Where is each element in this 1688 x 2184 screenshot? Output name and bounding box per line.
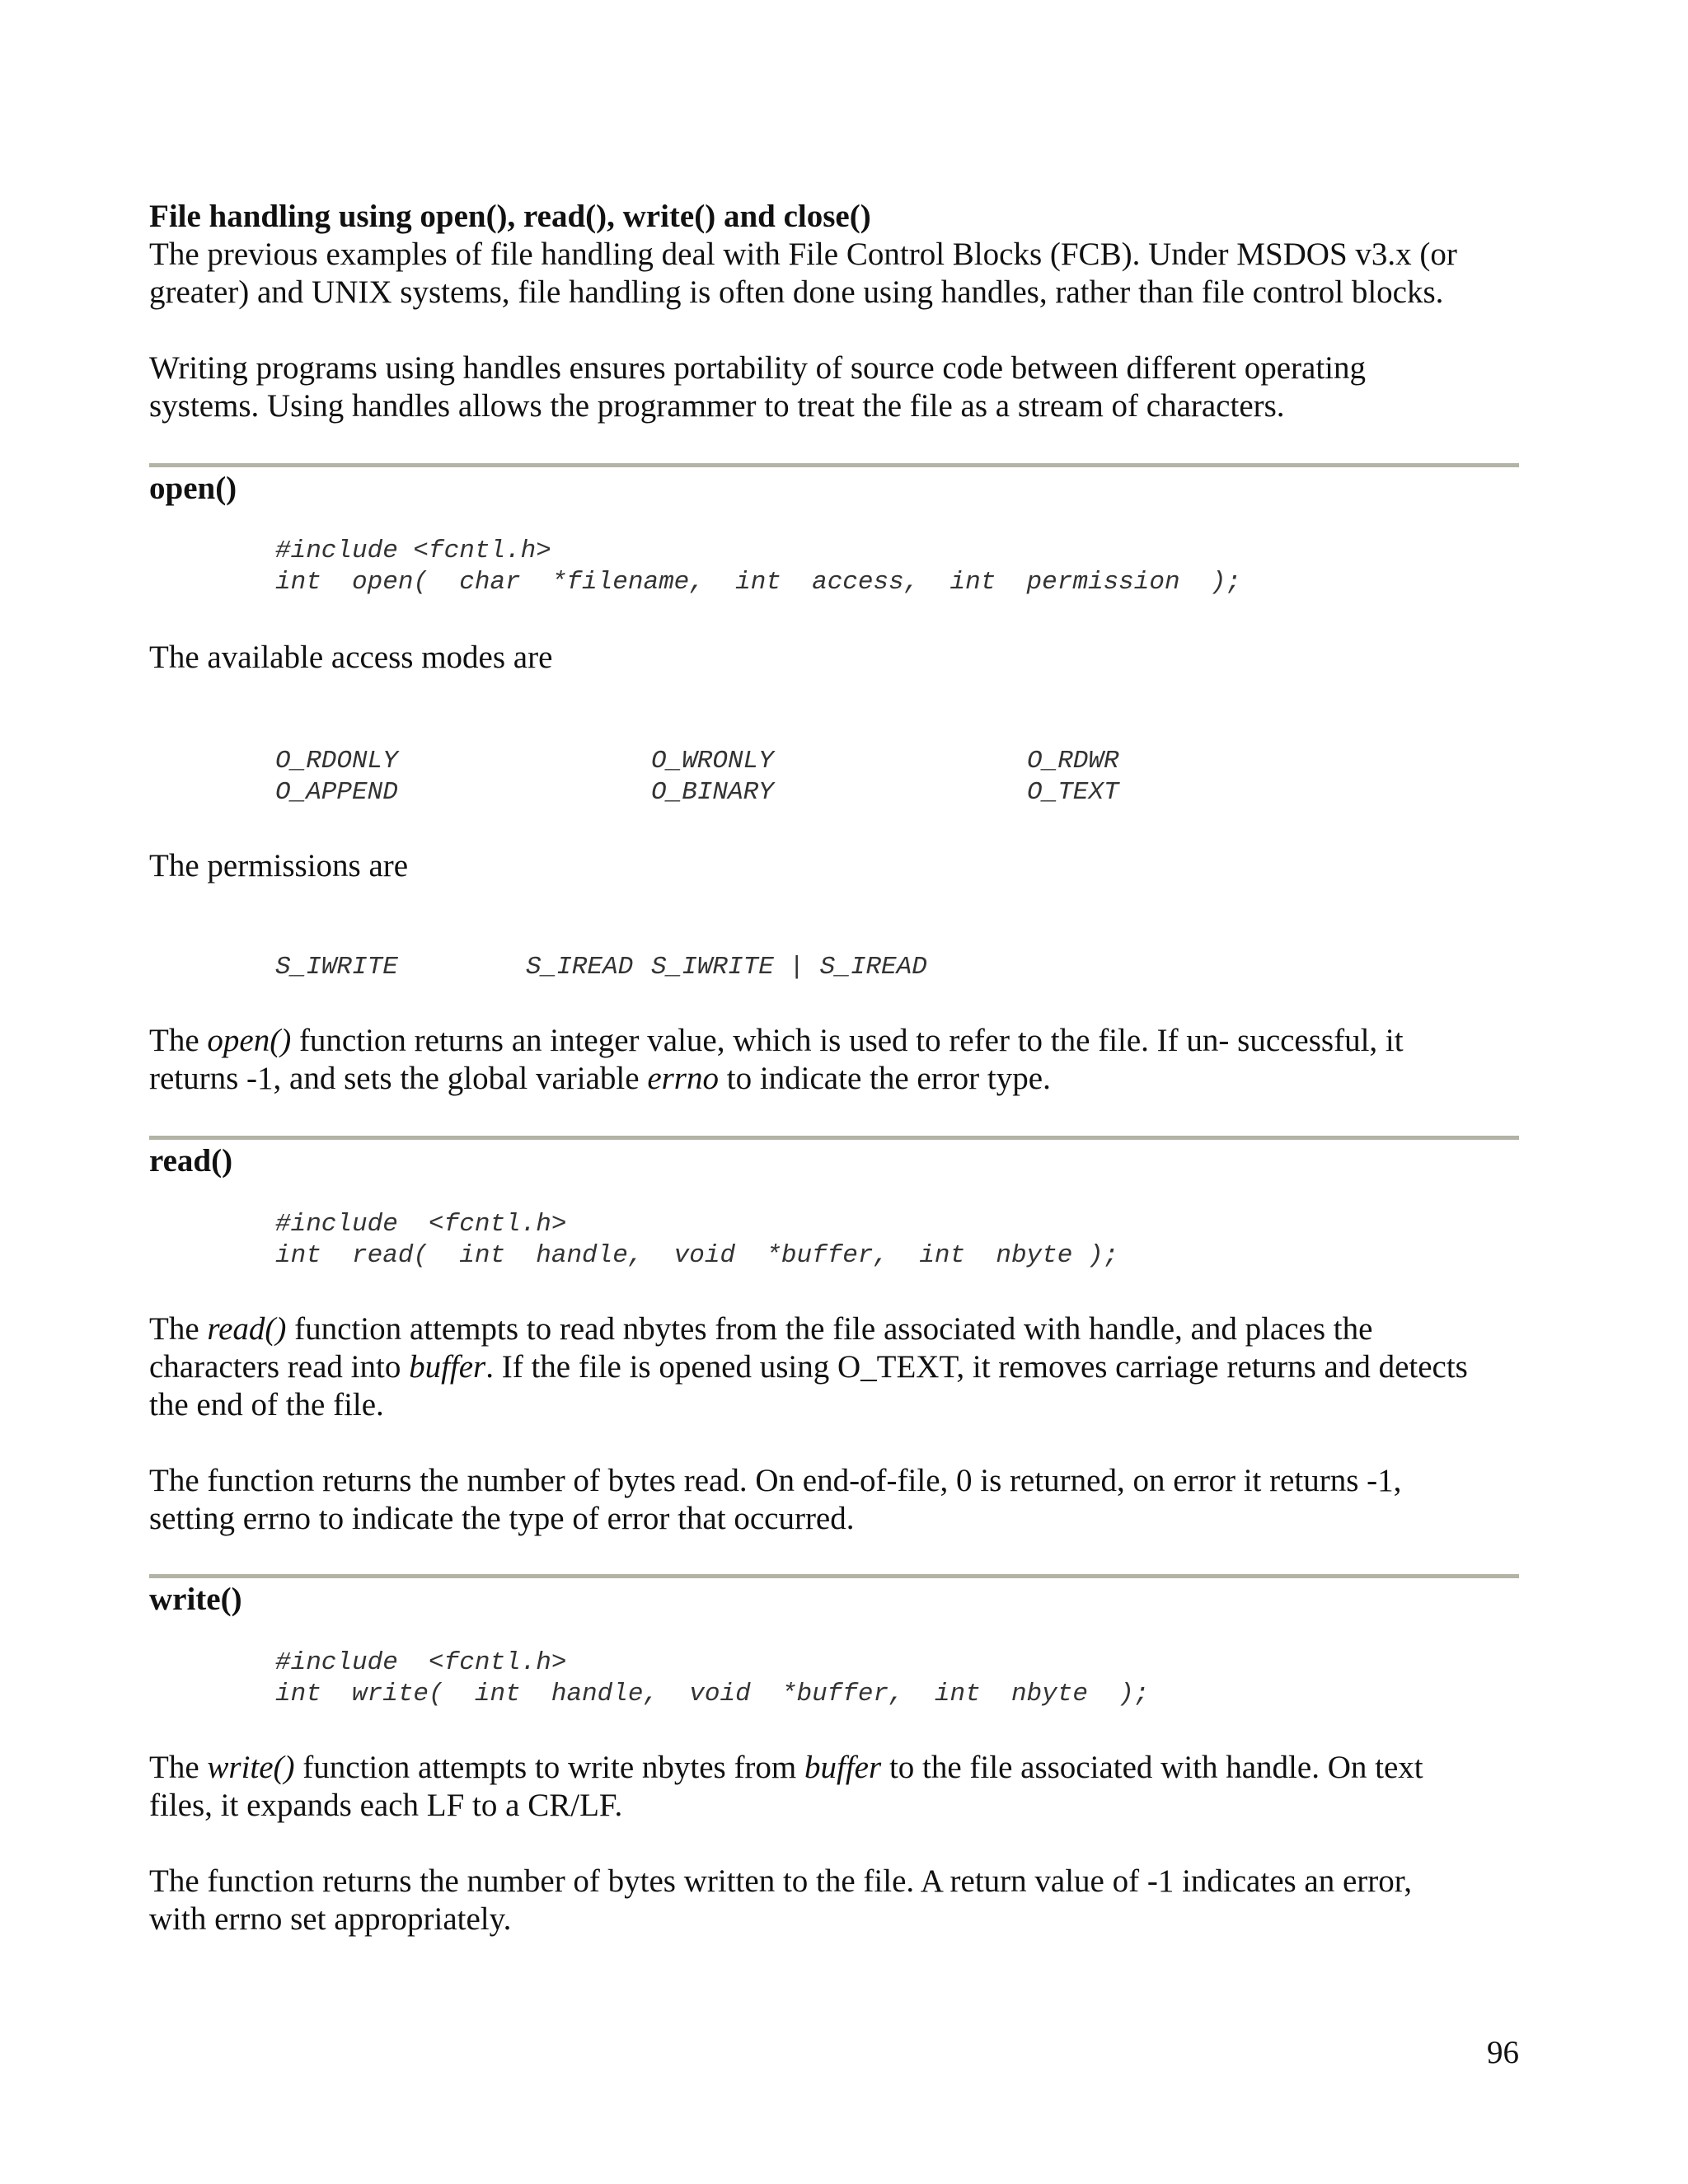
write-return-line-1: The function returns the number of bytes written to the file. A return value of -1 indicates an error, bbox=[149, 1863, 1412, 1899]
open-code-signature: int open( char *filename, int access, int permission ); bbox=[275, 568, 1241, 597]
intro-line-1: The previous examples of file handling deal with File Control Blocks (FCB). Under MSDOS v3.x (or bbox=[149, 237, 1457, 272]
section-divider bbox=[149, 1574, 1519, 1578]
access-mode: O_RDWR bbox=[1027, 747, 1119, 776]
write-code-signature: int write( int handle, void *buffer, int nbyte ); bbox=[275, 1680, 1150, 1708]
permissions-label: The permissions are bbox=[149, 848, 409, 883]
access-mode: O_TEXT bbox=[1027, 778, 1119, 807]
read-heading: read() bbox=[149, 1143, 233, 1179]
read-description-line-3: the end of the file. bbox=[149, 1387, 384, 1422]
open-code-include: #include <fcntl.h> bbox=[275, 537, 551, 565]
read-return-line-1: The function returns the number of bytes read. On end-of-file, 0 is returned, on error it returns -1, bbox=[149, 1463, 1402, 1498]
write-return-line-2: with errno set appropriately. bbox=[149, 1901, 512, 1937]
access-mode: O_RDONLY bbox=[275, 747, 398, 776]
read-description-line-1: The read() function attempts to read nbytes from the file associated with handle, and places the bbox=[149, 1311, 1373, 1347]
intro-line-2: greater) and UNIX systems, file handling is often done using handles, rather than file control blocks. bbox=[149, 274, 1444, 310]
open-description-line-1: The open() function returns an integer value, which is used to refer to the file. If un- successful, it bbox=[149, 1023, 1404, 1058]
open-heading: open() bbox=[149, 471, 237, 506]
section-divider bbox=[149, 1136, 1519, 1140]
page-title: File handling using open(), read(), write() and close() bbox=[149, 199, 871, 234]
read-return-line-2: setting errno to indicate the type of error that occurred. bbox=[149, 1501, 855, 1536]
page-number: 96 bbox=[1487, 2035, 1519, 2070]
write-heading: write() bbox=[149, 1582, 242, 1617]
write-code-include: #include <fcntl.h> bbox=[275, 1648, 567, 1677]
permission-value: S_IWRITE bbox=[275, 953, 398, 982]
read-code-signature: int read( int handle, void *buffer, int nbyte ); bbox=[275, 1241, 1119, 1270]
intro-line-3: Writing programs using handles ensures portability of source code between different operating bbox=[149, 350, 1367, 386]
open-description-line-2: returns -1, and sets the global variable errno to indicate the error type. bbox=[149, 1061, 1051, 1096]
access-mode: O_BINARY bbox=[651, 778, 774, 807]
access-mode: O_WRONLY bbox=[651, 747, 774, 776]
intro-line-4: systems. Using handles allows the programmer to treat the file as a stream of characters. bbox=[149, 388, 1285, 424]
read-code-include: #include <fcntl.h> bbox=[275, 1210, 567, 1239]
permission-value: S_IWRITE | S_IREAD bbox=[651, 953, 927, 982]
read-description-line-2: characters read into buffer. If the file is opened using O_TEXT, it removes carriage returns and detects bbox=[149, 1349, 1468, 1385]
write-description-line-2: files, it expands each LF to a CR/LF. bbox=[149, 1788, 623, 1823]
write-description-line-1: The write() function attempts to write nbytes from buffer to the file associated with handle. On text bbox=[149, 1750, 1423, 1785]
access-mode: O_APPEND bbox=[275, 778, 398, 807]
access-modes-label: The available access modes are bbox=[149, 640, 553, 675]
permission-value: S_IREAD bbox=[526, 953, 634, 982]
section-divider bbox=[149, 463, 1519, 467]
